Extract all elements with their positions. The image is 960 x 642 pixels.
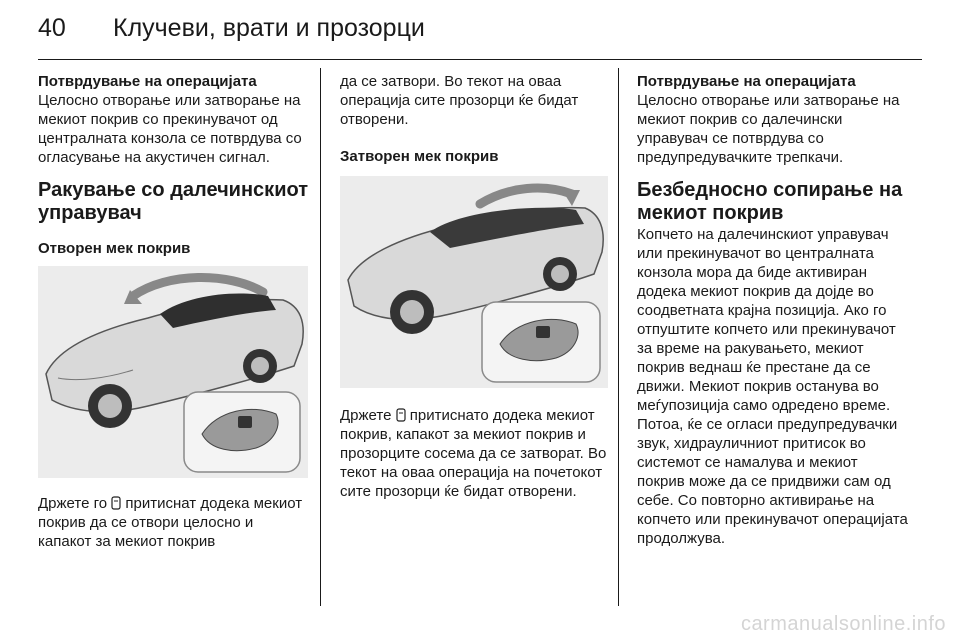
open-roof-heading: Отворен мек покрив (38, 240, 191, 257)
column-3 (637, 72, 909, 548)
closed-roof-heading: Затворен мек покрив (340, 148, 499, 165)
closed-roof-illustration (340, 176, 608, 388)
column-2 (340, 72, 608, 501)
watermark: carmanualsonline.info (740, 613, 946, 635)
safety-stop-heading: Безбедносно сопирање на мекиот покрив (637, 179, 903, 224)
column-divider-2 (618, 68, 619, 606)
continued-paragraph: да се затвори. Во текот на оваа операција сите прозорци ќе бидат отворени. (340, 73, 579, 128)
soft-top-key-icon-2 (396, 408, 406, 422)
confirm-paragraph-1: Целосно отворање или затворање на мекиот покрив со прекинувачот од централната конзола се потврдува со огласување на акустичен сигнал. (38, 92, 302, 166)
remote-control-heading: Ракување со далечинскиот управувач (38, 179, 308, 224)
header-divider (38, 59, 922, 60)
safety-stop-paragraph: Копчето на далечинскиот управувач или прекинувачот во централната конзола мора да биде активиран додека мекиот покрив да дојде во соодветната крајна позиција. Ако го отпуштите копчето или прекинувачот за време на ракувањето, мекиот покрив веднаш ќе престане да се движи. Мекиот покрив останува во меѓупозиција само одредено време. Потоа, ќе се огласи предупредувачки звук, хидрауличниот притисок во системот се намалува и мекиот покрив може да се придвижи сам од себе. Со повторно активирање на копчето или прекинувачот операцијата продолжува. (637, 226, 908, 547)
open-roof-illustration (38, 266, 308, 478)
confirm-heading-1: Потврдување на операцијата (38, 73, 257, 90)
open-roof-paragraph: Држете го притиснат додека мекиот покрив да се отвори целосно и капакот за мекиот покрив (38, 495, 303, 550)
soft-top-button-icon-closed (536, 326, 550, 338)
confirm-paragraph-2: Целосно отворање или затворање на мекиот покрив со далечински управувач се потврдува со предупредувачките трепкачи. (637, 92, 900, 166)
confirm-heading-2: Потврдување на операцијата (637, 73, 856, 90)
column-1 (38, 72, 308, 551)
soft-top-key-icon (111, 496, 121, 510)
closed-roof-paragraph: Држете притиснато додека мекиот покрив, капакот за мекиот покрив и прозорците сосема да се затворат. Во текот на оваа операција на почетокот сите прозорци ќе бидат отворени. (340, 407, 607, 500)
page-number: 40 (38, 14, 66, 42)
page-title: Клучеви, врати и прозорци (113, 14, 425, 42)
column-divider-1 (320, 68, 321, 606)
soft-top-button-icon (238, 416, 252, 428)
